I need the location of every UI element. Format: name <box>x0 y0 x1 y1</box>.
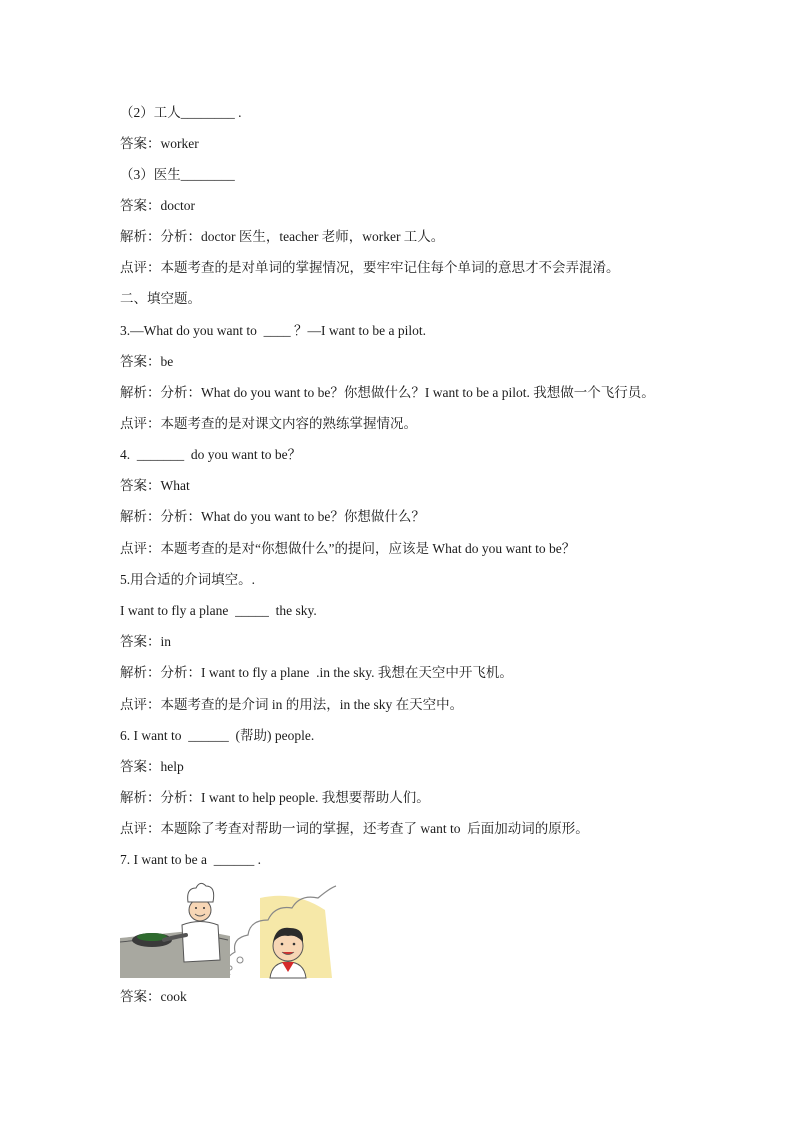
answer-q6: 答案：help <box>120 759 184 774</box>
boy-eye <box>293 943 296 946</box>
chef-eye <box>195 907 197 909</box>
answer-q7: 答案：cook <box>120 989 187 1004</box>
question-3-doctor: （3）医生________ <box>120 167 235 182</box>
answer-q3: 答案：be <box>120 354 174 369</box>
analysis-q5: 解析：分析：I want to fly a plane .in the sky. 我想在天空中开飞机。 <box>120 665 513 680</box>
question-6: 6. I want to ______ (帮助) people. <box>120 728 315 743</box>
comment-q3: 点评：本题考查的是对课文内容的熟练掌握情况。 <box>120 416 417 431</box>
dream-bubble <box>237 957 243 963</box>
comment-q4: 点评：本题考查的是对“你想做什么”的提问，应该是 What do you want to be？ <box>120 541 576 556</box>
question-3-fill: 3.—What do you want to ____ ？—I want to be a pilot. <box>120 323 426 338</box>
question-4: 4. _______ do you want to be？ <box>120 447 302 462</box>
comment-q5: 点评：本题考查的是介词 in 的用法，in the sky 在天空中。 <box>120 697 464 712</box>
comment-q6: 点评：本题除了考查对帮助一词的掌握，还考查了 want to 后面加动词的原形。 <box>120 821 589 836</box>
question-5: I want to fly a plane _____ the sky. <box>120 603 317 618</box>
chef-dream-illustration <box>120 880 338 980</box>
boy-eye <box>281 943 284 946</box>
analysis-q3: 解析：分析：What do you want to be？你想做什么？I want to be a pilot. 我想做一个飞行员。 <box>120 385 655 400</box>
chef-eye <box>203 907 205 909</box>
section-heading-fill: 二、填空题。 <box>120 291 201 306</box>
analysis-vocab: 解析：分析：doctor 医生，teacher 老师，worker 工人。 <box>120 229 445 244</box>
answer-3: 答案：doctor <box>120 198 195 213</box>
answer-q5: 答案：in <box>120 634 172 649</box>
question-2-worker: （2）工人________ . <box>120 105 242 120</box>
question-7: 7. I want to be a ______ . <box>120 852 261 867</box>
chef-hat-icon <box>188 883 214 902</box>
analysis-q6: 解析：分析：I want to help people. 我想要帮助人们。 <box>120 790 430 805</box>
answer-2: 答案：worker <box>120 136 199 151</box>
question-5-heading: 5.用合适的介词填空。. <box>120 572 255 587</box>
chef-body <box>182 922 220 963</box>
analysis-q4: 解析：分析：What do you want to be？你想做什么？ <box>120 509 425 524</box>
comment-vocab: 点评：本题考查的是对单词的掌握情况，要牢牢记住每个单词的意思才不会弄混淆。 <box>120 260 620 275</box>
answer-q4: 答案：What <box>120 478 190 493</box>
